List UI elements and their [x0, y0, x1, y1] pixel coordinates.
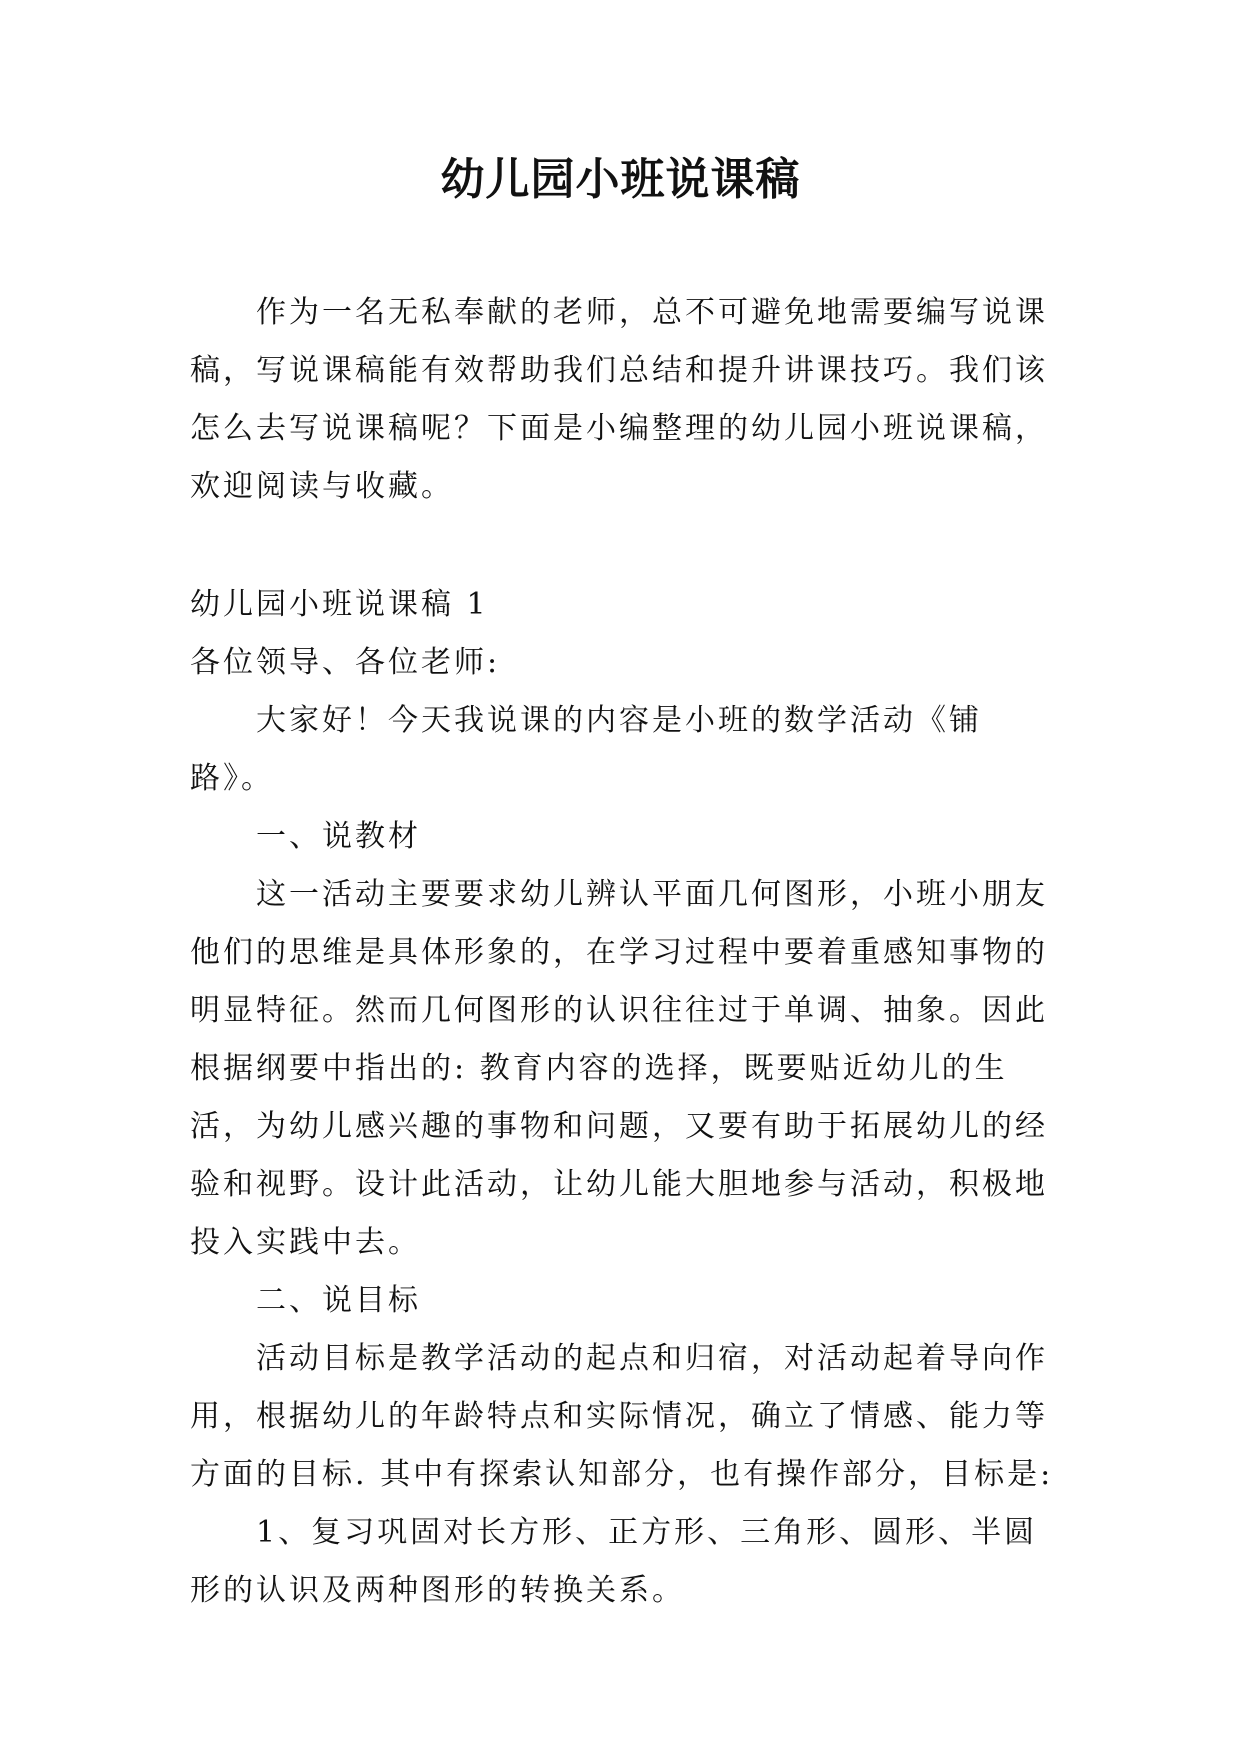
part2-paragraph: 活动目标是教学活动的起点和归宿，对活动起着导向作用，根据幼儿的年龄特点和实际情况，确立了情感、能力等方面的目标. 其中有探索认知部分，也有操作部分，目标是: [190, 1341, 1054, 1492]
document-body [190, 284, 1060, 1620]
document-title: 幼儿园小班说课稿 [440, 154, 801, 205]
part1-heading: 一、说教材 [256, 819, 421, 854]
section-heading: 幼儿园小班说课稿 1 [190, 587, 489, 622]
greeting-paragraph: 大家好！今天我说课的内容是小班的数学活动《铺路》。 [190, 703, 982, 796]
part1-paragraph: 这一活动主要要求幼儿辨认平面几何图形，小班小朋友他们的思维是具体形象的，在学习过程中要着重感知事物的明显特征。然而几何图形的认识往往过于单调、抽象。因此根据纲要中指出的: 教育内容的选择，既要贴近幼儿的生活，为幼儿感兴趣的事物和问题，又要有助于拓展幼儿的经验和视野。设计此活动，让幼儿能大胆地参与活动，积极地投入实践中去。 [190, 877, 1048, 1260]
goal-1-paragraph: 1、复习巩固对长方形、正方形、三角形、圆形、半圆形的认识及两种图形的转换关系。 [190, 1515, 1038, 1608]
part2-heading: 二、说目标 [256, 1283, 421, 1318]
salutation: 各位领导、各位老师: [190, 645, 501, 680]
intro-paragraph: 作为一名无私奉献的老师，总不可避免地需要编写说课稿，写说课稿能有效帮助我们总结和提升讲课技巧。我们该怎么去写说课稿呢？下面是小编整理的幼儿园小班说课稿，欢迎阅读与收藏。 [190, 295, 1048, 504]
